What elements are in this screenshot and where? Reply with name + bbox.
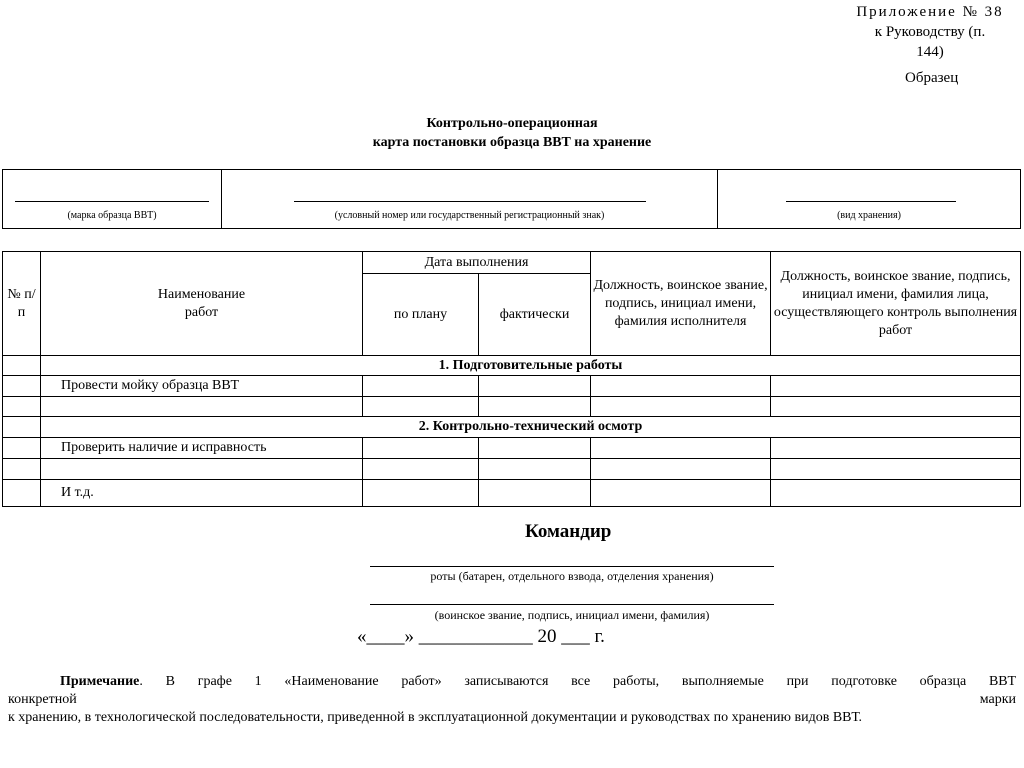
header-plan: по плану bbox=[363, 274, 479, 356]
commander-signature-caption: (воинское звание, подпись, инициал имени, фамилия) bbox=[434, 608, 710, 622]
commander-signature-line[interactable] bbox=[370, 604, 774, 605]
operations-table bbox=[2, 251, 1021, 507]
header-date: Дата выполнения bbox=[363, 252, 591, 274]
note-paragraph-1b: конкретной марки bbox=[8, 692, 1016, 707]
identification-box bbox=[2, 169, 1021, 229]
section-title-2: 2. Контрольно-технический осмотр bbox=[41, 417, 1021, 438]
header-work-name: Наименование работ bbox=[41, 252, 363, 356]
document-title bbox=[0, 114, 1024, 152]
work-item[interactable]: И т.д. bbox=[41, 480, 363, 507]
appendix-line-2: к Руководству (п. bbox=[874, 24, 986, 40]
work-item[interactable]: Провести мойку образца ВВТ bbox=[41, 376, 363, 397]
note-text-1: . В графе 1 «Наименование работ» записываются все работы, выполняемые при подготовке образца ВВТ bbox=[139, 674, 1016, 689]
title-line-2: карта постановки образца ВВТ на хранение bbox=[372, 135, 652, 150]
section-row bbox=[3, 356, 1021, 376]
work-item[interactable]: Проверить наличие и исправность bbox=[41, 438, 363, 459]
section-title-1: 1. Подготовительные работы bbox=[41, 356, 1021, 376]
note-label: Примечание bbox=[60, 674, 140, 689]
storage-type-line bbox=[786, 201, 956, 202]
commander-title: Командир bbox=[525, 521, 612, 542]
commander-unit-caption: роты (батарен, отдельного взвода, отделения хранения) bbox=[430, 569, 714, 583]
table-row bbox=[3, 438, 1021, 459]
storage-type-caption: (вид хранения) bbox=[837, 210, 901, 221]
brand-field-caption: (марка образца ВВТ) bbox=[67, 210, 157, 221]
header-controller: Должность, воинское звание, подпись, инициал имени, фамилия лица, осуществляющего контроль выполнения работ bbox=[771, 252, 1021, 356]
table-row bbox=[3, 397, 1021, 417]
commander-unit-line[interactable] bbox=[370, 566, 774, 567]
registration-number-caption: (условный номер или государственный регистрационный знак) bbox=[334, 210, 605, 221]
header-num: № п/п bbox=[3, 252, 41, 356]
title-line-1: Контрольно-операционная bbox=[426, 116, 598, 131]
brand-field-line bbox=[15, 201, 209, 202]
note-paragraph-2: к хранению, в технологической последовательности, приведенной в эксплуатационной документации и руководствах по хранению видов ВВТ. bbox=[8, 710, 862, 725]
brand-field[interactable] bbox=[3, 170, 221, 228]
sample-label: Образец bbox=[905, 70, 959, 86]
table-row bbox=[3, 376, 1021, 397]
note bbox=[8, 673, 1016, 727]
table-row bbox=[3, 459, 1021, 480]
header-executor: Должность, воинское звание, подпись, инициал имени, фамилия исполнителя bbox=[591, 252, 771, 356]
date-line: «____» ____________ 20 ___ г. bbox=[357, 626, 605, 647]
storage-type-field[interactable] bbox=[717, 170, 1020, 228]
appendix-line-3: 144) bbox=[916, 44, 944, 60]
registration-number-line bbox=[294, 201, 646, 202]
registration-number-field[interactable] bbox=[221, 170, 717, 228]
section-row bbox=[3, 417, 1021, 438]
table-row bbox=[3, 480, 1021, 507]
note-paragraph-1 bbox=[8, 673, 1016, 691]
appendix-line-1: Приложение № 38 bbox=[856, 4, 1004, 20]
header-fact: фактически bbox=[479, 274, 591, 356]
appendix-header bbox=[855, 2, 1005, 62]
